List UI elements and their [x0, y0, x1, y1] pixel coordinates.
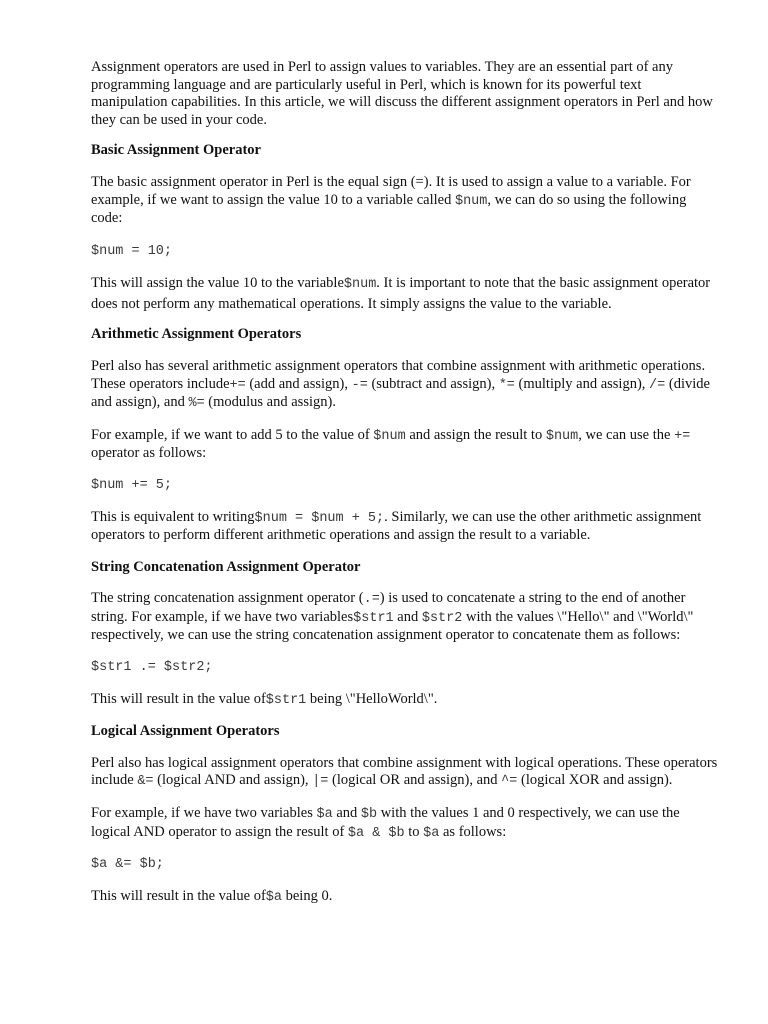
inline-code: /= [649, 377, 666, 393]
inline-code: -= [351, 377, 368, 393]
code-block: $str1 .= $str2; [91, 660, 213, 676]
inline-code: $str2 [421, 610, 463, 626]
inline-code: $num [343, 277, 377, 293]
code-block: $num = 10; [91, 243, 173, 259]
inline-code: |= [312, 774, 329, 790]
inline-code: $num = $num + 5; [254, 510, 385, 526]
basic-paragraph-2: This will assign the value 10 to the variable$num. It is important to note that the basic assignment operator does not perform any mathematical operations. It simply assigns the value to the variable. [91, 275, 711, 312]
inline-code: $num [454, 193, 488, 209]
inline-code: .= [363, 592, 380, 608]
inline-code: $b [360, 807, 378, 823]
inline-code: += [229, 377, 246, 393]
logical-heading: Logical Assignment Operators [91, 723, 280, 740]
code-block: $a &= $b; [91, 857, 164, 873]
inline-code: $str1 [353, 610, 394, 626]
inline-code: *= [498, 377, 515, 393]
arithmetic-paragraph-1: Perl also has several arithmetic assignment operators that combine assignment with arithmetic operations. These operators include+= (add and assign), -= (subtract and assign), *= (multiply and assign), /= (divide and assign), and %= (modulus and assign). [91, 357, 710, 412]
inline-code: $num [545, 428, 579, 444]
logical-paragraph-2: For example, if we have two variables $a and $b with the values 1 and 0 respectively, we can use the logical AND operator to assign the result of $a & $b to $a as follows: [91, 805, 680, 841]
inline-code: &= [137, 774, 154, 790]
inline-code: $a [423, 825, 440, 841]
arithmetic-paragraph-3: This is equivalent to writing$num = $num + 5;. Similarly, we can use the other arithmetic assignment operators to perform different arithmetic operations and assign the result to a variable. [91, 508, 702, 544]
inline-code: $a [316, 807, 333, 823]
concatenation-paragraph-1: The string concatenation assignment operator (.=) is used to concatenate a string to the end of another string. For example, if we have two variables$str1 and $str2 with the values \"Hello\" and \"World\" respectively, we can use the string concatenation assignment operator to concatenate them as follows: [91, 590, 694, 644]
inline-code: $a [265, 889, 282, 905]
inline-code: $str1 [265, 692, 307, 708]
inline-code: $a & $b [347, 825, 405, 841]
logical-paragraph-3: This will result in the value of$a being 0. [91, 887, 333, 905]
concatenation-paragraph-2: This will result in the value of$str1 being \"HelloWorld\". [91, 690, 438, 708]
arithmetic-paragraph-2: For example, if we want to add 5 to the value of $num and assign the result to $num, we can use the += operator as follows: [91, 426, 691, 462]
inline-code: ^= [501, 774, 518, 790]
concatenation-heading: String Concatenation Assignment Operator [91, 558, 361, 575]
inline-code: += [674, 428, 691, 444]
inline-code: %= [188, 396, 205, 412]
logical-paragraph-1: Perl also has logical assignment operators that combine assignment with logical operations. These operators include &= (logical AND and assign), |= (logical OR and assign), and ^= (logical XOR and assign). [91, 754, 718, 790]
inline-code: $num [373, 428, 406, 444]
arithmetic-heading: Arithmetic Assignment Operators [91, 326, 302, 343]
document-page [91, 59, 721, 906]
basic-heading: Basic Assignment Operator [91, 142, 261, 159]
code-block: $num += 5; [91, 477, 173, 493]
intro-paragraph: Assignment operators are used in Perl to assign values to variables. They are an essential part of any programming language and are particularly useful in Perl, which is known for its powerful text manipulation capabilities. In this article, we will discuss the different assignment operators in Perl and how they can be used in your code. [91, 59, 713, 128]
basic-paragraph-1: The basic assignment operator in Perl is the equal sign (=). It is used to assign a value to a variable. For example, if we want to assign the value 10 to a variable called $num, we can do so using the following code: [91, 173, 691, 227]
